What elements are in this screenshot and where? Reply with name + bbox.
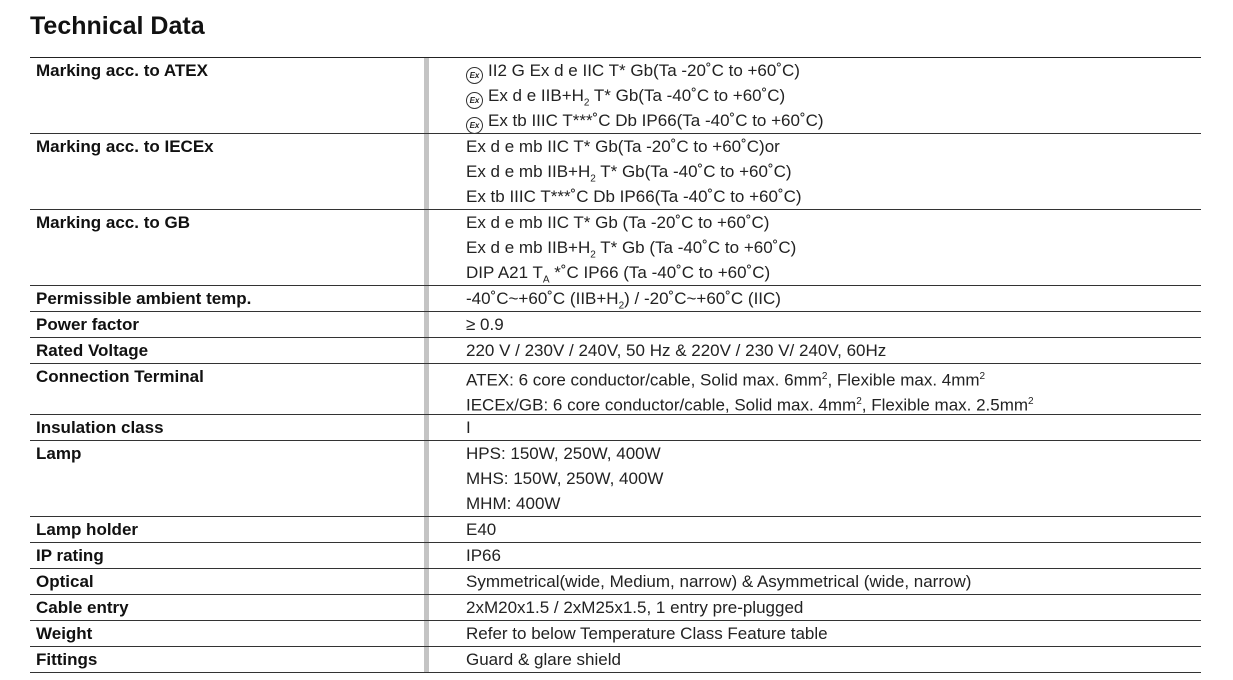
value-text: T* Gb(Ta -40˚C to +60˚C) — [595, 162, 792, 181]
spec-value-line — [466, 441, 1201, 466]
page-title: Technical Data — [30, 12, 205, 40]
value-text: *˚C IP66 (Ta -40˚C to +60˚C) — [549, 263, 771, 282]
spec-row — [30, 364, 1201, 415]
spec-label: Marking acc. to GB — [36, 213, 190, 232]
spec-values — [429, 415, 1201, 440]
subscript: 2 — [618, 300, 625, 312]
spec-value-line — [466, 569, 1201, 594]
spec-row — [30, 441, 1201, 517]
spec-row — [30, 210, 1201, 286]
spec-values — [429, 338, 1201, 363]
spec-label: Insulation class — [36, 418, 164, 437]
spec-label: IP rating — [36, 546, 104, 565]
spec-values — [429, 58, 1201, 133]
value-text: Ex d e mb IIB+H — [466, 238, 591, 257]
value-text: Ex tb IIIC T***˚C Db IP66(Ta -40˚C to +60˚C) — [488, 111, 824, 130]
spec-label: Connection Terminal — [36, 367, 204, 386]
spec-label: Marking acc. to IECEx — [36, 137, 214, 156]
ex-mark-icon: Ex — [466, 117, 483, 134]
spec-row — [30, 621, 1201, 647]
spec-values — [429, 286, 1201, 311]
subscript: 2 — [583, 97, 590, 109]
value-text: Ex d e mb IIB+H — [466, 162, 591, 181]
spec-value-line — [466, 58, 1201, 83]
spec-row — [30, 415, 1201, 441]
value-text: Ex d e IIB+H — [488, 86, 584, 105]
spec-row — [30, 569, 1201, 595]
technical-data-table — [30, 58, 1201, 673]
value-text: ) / -20˚C~+60˚C (IIC) — [624, 289, 781, 308]
spec-label: Weight — [36, 624, 93, 643]
ex-mark-icon: Ex — [466, 92, 483, 109]
spec-label: Rated Voltage — [36, 341, 149, 360]
value-text: HPS: 150W, 250W, 400W — [466, 444, 661, 463]
spec-value-line — [466, 338, 1201, 363]
spec-row — [30, 134, 1201, 210]
spec-row — [30, 595, 1201, 621]
value-text: I — [466, 418, 471, 437]
spec-value-line — [466, 491, 1201, 516]
spec-value-line — [466, 543, 1201, 568]
value-text: ATEX: 6 core conductor/cable, Solid max. 6mm — [466, 370, 822, 390]
spec-value-line — [466, 260, 1201, 285]
value-text: , Flexible max. 2.5mm — [861, 395, 1029, 415]
spec-label: Optical — [36, 572, 94, 591]
spec-row — [30, 286, 1201, 312]
value-text: T* Gb(Ta -40˚C to +60˚C) — [589, 86, 786, 105]
value-text: 2xM20x1.5 / 2xM25x1.5, 1 entry pre-plugged — [466, 598, 804, 617]
spec-value-line — [466, 647, 1201, 672]
value-text: Ex d e mb IIC T* Gb(Ta -20˚C to +60˚C)or — [466, 137, 780, 156]
spec-value-line — [466, 389, 1201, 414]
spec-values — [429, 621, 1201, 646]
spec-label: Fittings — [36, 650, 98, 669]
spec-row — [30, 312, 1201, 338]
spec-value-line — [466, 159, 1201, 184]
value-text: IP66 — [466, 546, 501, 565]
subscript: A — [542, 274, 550, 286]
spec-label: Power factor — [36, 315, 139, 334]
spec-row — [30, 517, 1201, 543]
spec-value-line — [466, 415, 1201, 440]
spec-row — [30, 338, 1201, 364]
value-text: Symmetrical(wide, Medium, narrow) & Asymmetrical (wide, narrow) — [466, 572, 972, 591]
spec-value-line — [466, 595, 1201, 620]
superscript: 2 — [856, 396, 862, 407]
value-text: II2 G Ex d e IIC T* Gb(Ta -20˚C to +60˚C) — [488, 61, 800, 80]
spec-row — [30, 647, 1201, 673]
spec-label: Lamp holder — [36, 520, 139, 539]
spec-values — [429, 517, 1201, 542]
spec-label: Marking acc. to ATEX — [36, 61, 208, 80]
value-text: DIP A21 T — [466, 263, 543, 282]
value-text: Ex d e mb IIC T* Gb (Ta -20˚C to +60˚C) — [466, 213, 770, 232]
spec-value-line — [466, 235, 1201, 260]
spec-row — [30, 58, 1201, 134]
subscript: 2 — [590, 173, 596, 185]
value-text: ≥ 0.9 — [466, 315, 504, 334]
subscript: 2 — [590, 249, 596, 261]
value-text: E40 — [466, 520, 497, 539]
superscript: 2 — [979, 371, 986, 382]
spec-values — [429, 134, 1201, 209]
spec-value-line — [466, 466, 1201, 491]
spec-value-line — [466, 83, 1201, 108]
value-text: IECEx/GB: 6 core conductor/cable, Solid max. 4mm — [466, 395, 857, 415]
value-text: 220 V / 230V / 240V, 50 Hz & 220V / 230 V/ 240V, 60Hz — [466, 341, 887, 360]
superscript: 2 — [821, 371, 828, 382]
spec-value-line — [466, 621, 1201, 646]
ex-mark-icon: Ex — [466, 67, 483, 84]
spec-values — [429, 364, 1201, 414]
spec-values — [429, 595, 1201, 620]
spec-value-line — [466, 184, 1201, 209]
spec-label: Cable entry — [36, 598, 129, 617]
spec-values — [429, 312, 1201, 337]
value-text: MHS: 150W, 250W, 400W — [466, 469, 664, 488]
spec-value-line — [466, 517, 1201, 542]
value-text: T* Gb (Ta -40˚C to +60˚C) — [595, 238, 797, 257]
spec-value-line — [466, 210, 1201, 235]
spec-values — [429, 441, 1201, 516]
value-text: Refer to below Temperature Class Feature table — [466, 624, 828, 643]
value-text: Ex tb IIIC T***˚C Db IP66(Ta -40˚C to +60˚C) — [466, 187, 802, 206]
spec-value-line — [466, 286, 1201, 311]
superscript: 2 — [1028, 396, 1034, 407]
value-text: , Flexible max. 4mm — [827, 370, 980, 390]
spec-label: Permissible ambient temp. — [36, 289, 252, 308]
spec-label: Lamp — [36, 444, 82, 463]
spec-values — [429, 543, 1201, 568]
spec-value-line — [466, 134, 1201, 159]
spec-value-line — [466, 364, 1201, 389]
value-text: Guard & glare shield — [466, 650, 621, 669]
spec-row — [30, 543, 1201, 569]
spec-values — [429, 210, 1201, 285]
value-text: -40˚C~+60˚C (IIB+H — [466, 289, 619, 308]
spec-values — [429, 647, 1201, 672]
spec-value-line — [466, 108, 1201, 133]
spec-values — [429, 569, 1201, 594]
spec-value-line — [466, 312, 1201, 337]
value-text: MHM: 400W — [466, 494, 561, 513]
